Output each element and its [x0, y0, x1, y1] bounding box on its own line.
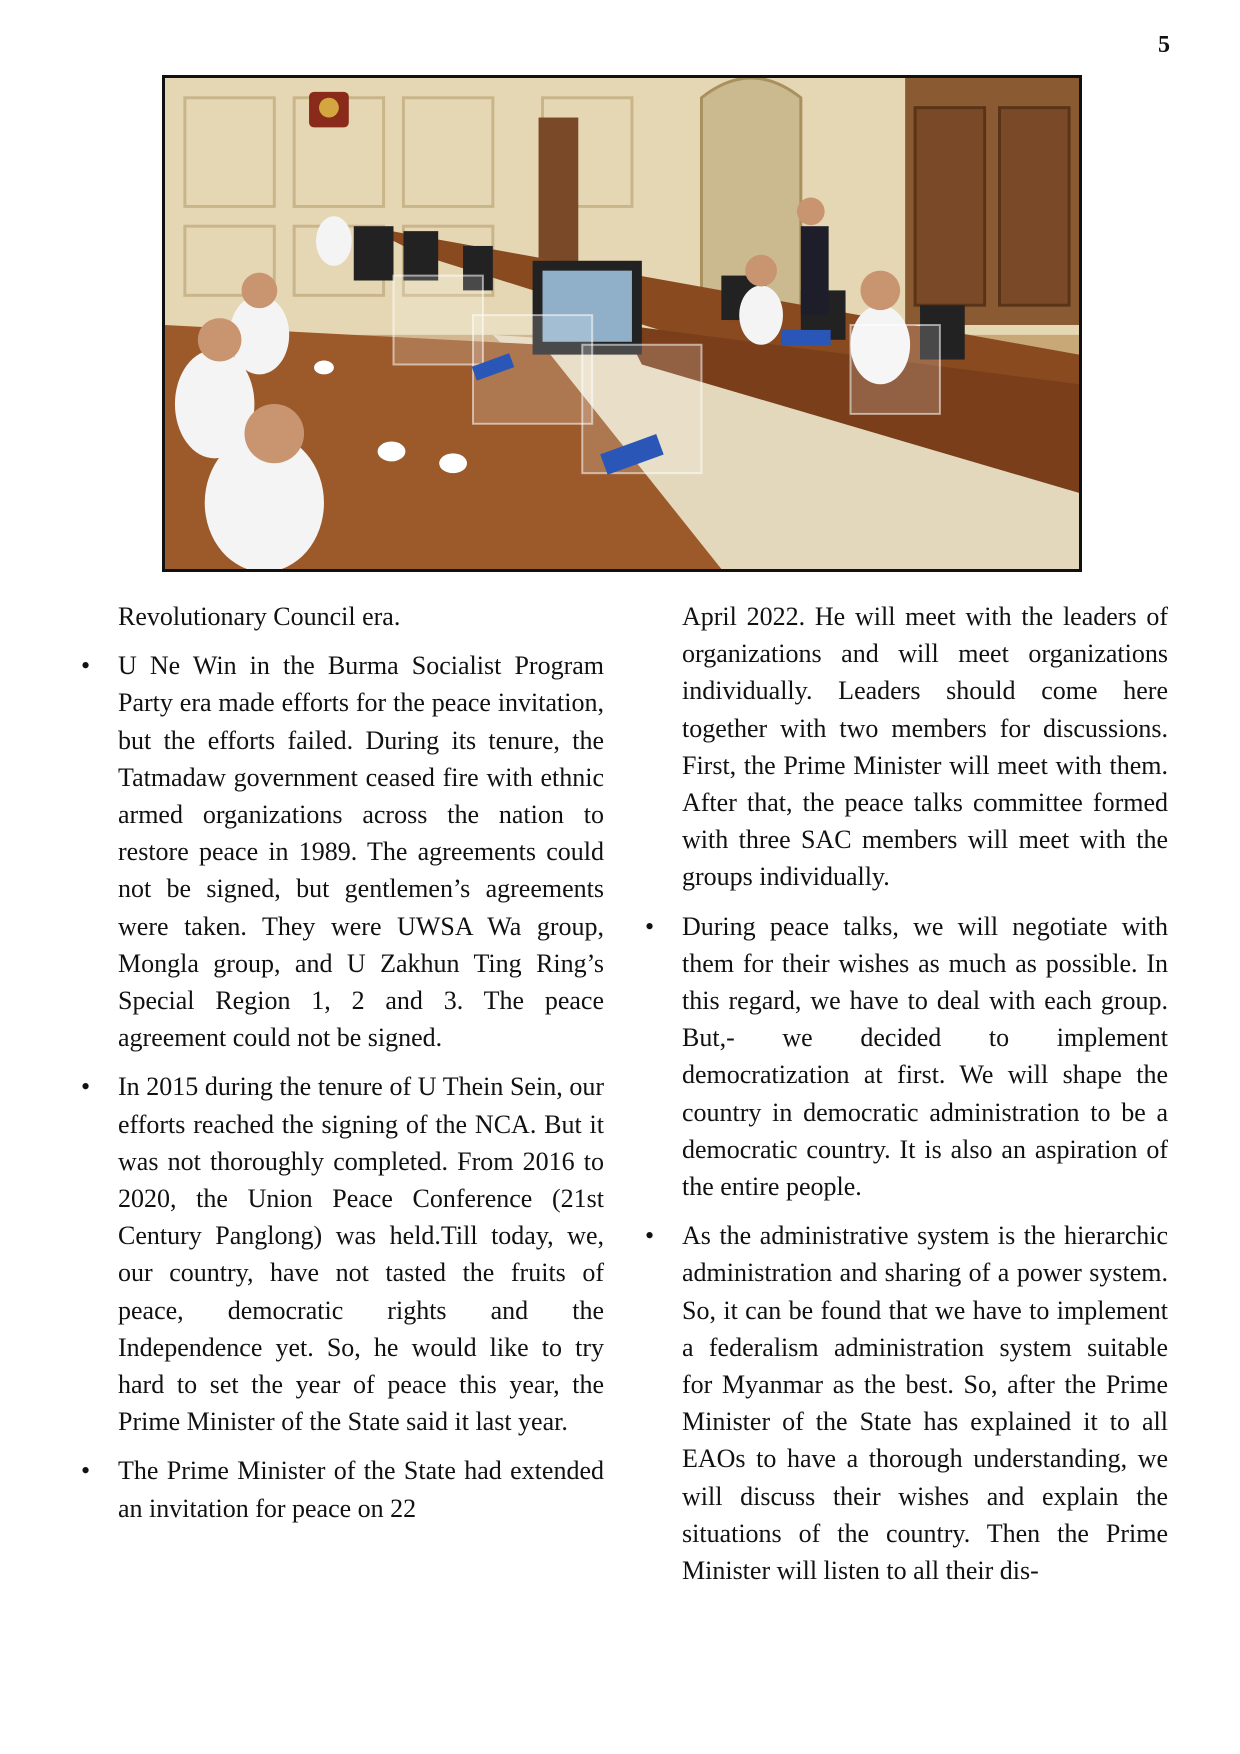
left-column	[118, 598, 604, 1539]
page-number: 5	[1158, 32, 1170, 58]
bullet-item: • During peace talks, we will negotiate with them for their wishes as much as possible. In this regard, we have to deal with each group. But,- we decided to implement democratization at first. We will shape the country in democratic administration to be a democratic country. It is also an aspiration of the entire people.	[682, 908, 1168, 1206]
bullet-item: • As the administrative system is the hierarchic administration and sharing of a power system. So, it can be found that we have to implement a federalism administration system suitable for Myanmar as the best. So, after the Prime Minister of the State has explained it to all EAOs to have a thorough understanding, we will discuss their wishes and explain the situations of the country. Then the Prime Minister will listen to all their dis-	[682, 1217, 1168, 1589]
bullet-item: • U Ne Win in the Burma Socialist Program Party era made efforts for the peace invitation, but the efforts failed. During its tenure, the Tatmadaw government ceased fire with ethnic armed organizations across the nation to restore peace in 1989. The agreements could not be signed, but gentlemen’s agreements were taken. They were UWSA Wa group, Mongla group, and U Zakhun Ting Ring’s Special Region 1, 2 and 3. The peace agreement could not be signed.	[118, 647, 604, 1056]
paragraph: April 2022. He will meet with the leaders of organizations and will meet organizations individually. Leaders should come here together with two members for discussions. First, the Prime Minister will meet with them. After that, the peace talks committee formed with three SAC members will meet with the groups individually.	[682, 602, 1168, 892]
bullet-item: • The Prime Minister of the State had extended an invitation for peace on 22	[118, 1452, 604, 1526]
right-column	[682, 598, 1168, 1601]
bullet-item: • In 2015 during the tenure of U Thein Sein, our efforts reached the signing of the NCA. But it was not thoroughly completed. From 2016 to 2020, the Union Peace Conference (21st Century Panglong) was held.Till today, we, our country, have not tasted the fruits of peace, democratic rights and the Independence yet. So, he would like to try hard to set the year of peace this year, the Prime Minister of the State said it last year.	[118, 1068, 604, 1440]
paragraph: Revolutionary Council era.	[118, 602, 401, 631]
meeting-photo	[162, 75, 1082, 572]
